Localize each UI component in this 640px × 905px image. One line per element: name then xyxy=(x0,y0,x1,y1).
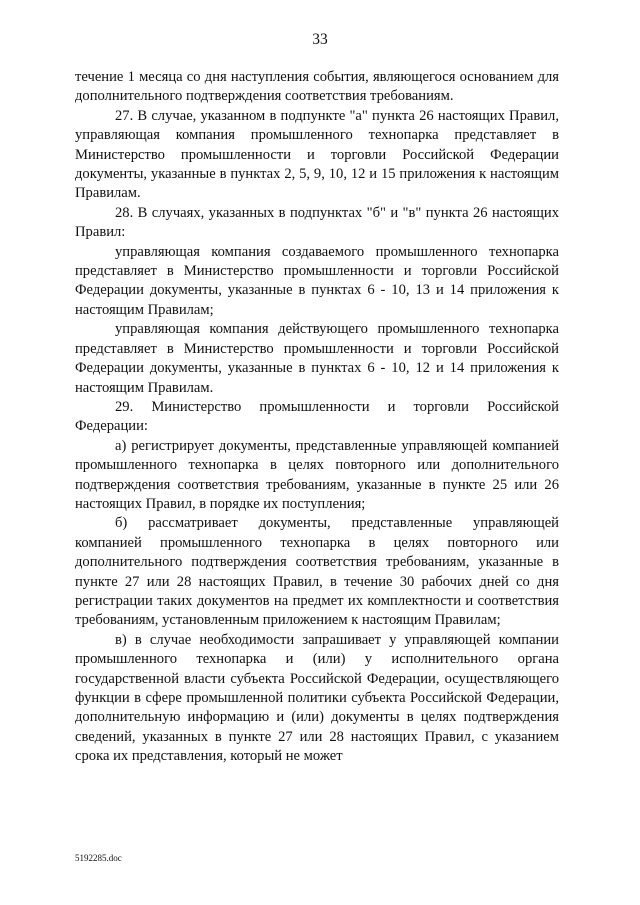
paragraph-continuation: течение 1 месяца со дня наступления события, являющегося основанием для дополнительного подтверждения соответствия требованиям. xyxy=(75,69,559,105)
paragraph-clause-29-b: б) рассматривает документы, представленные управляющей компанией промышленного технопарка в целях повторного или дополнительного подтверждения соответствия требованиям, указанные в пункте 27 или 28 настоящих Правил, в течение 30 рабочих дней со дня регистрации таких документов на предмет их комплектности и соответствия требованиям, установленным приложением к настоящим Правилам; xyxy=(75,515,559,629)
paragraph-clause-29-a: а) регистрирует документы, представленные управляющей компанией промышленного технопарка в целях повторного или дополнительного подтверждения соответствия требованиям, указанные в пункте 25 или 26 настоящих Правил, в порядке их поступления; xyxy=(75,437,559,512)
paragraph-clause-29: 29. Министерство промышленности и торговли Российской Федерации: xyxy=(75,398,559,435)
paragraph-clause-28-item-2: управляющая компания действующего промышленного технопарка представляет в Министерство промышленности и торговли Российской Федерации документы, указанные в пунктах 6 - 10, 12 и 14 приложения к настоящим Правилам. xyxy=(75,321,559,396)
page-number: 33 xyxy=(312,31,328,48)
footer-file-code: 5192285.doc xyxy=(75,853,122,863)
paragraph-clause-28: 28. В случаях, указанных в подпунктах "б" и "в" пункта 26 настоящих Правил: xyxy=(75,204,559,241)
document-body xyxy=(75,68,559,767)
paragraph-clause-28-item-1: управляющая компания создаваемого промышленного технопарка представляет в Министерство промышленности и торговли Российской Федерации документы, указанные в пунктах 6 - 10, 13 и 14 приложения к настоящим Правилам; xyxy=(75,243,559,318)
paragraph-clause-27: 27. В случае, указанном в подпункте "а" пункта 26 настоящих Правил, управляющая компания промышленного технопарка представляет в Министерство промышленности и торговли Российской Федерации документы, указанные в пунктах 2, 5, 9, 10, 12 и 15 приложения к настоящим Правилам. xyxy=(75,107,559,202)
paragraph-clause-29-v: в) в случае необходимости запрашивает у управляющей компании промышленного технопарка и (или) у исполнительного органа государственной власти субъекта Российской Федерации, осуществляющего функции в сфере промышленной политики субъекта Российской Федерации, дополнительную информацию и (или) документы в целях подтверждения сведений, указанных в пункте 27 или 28 настоящих Правил, с указанием срока их представления, который не может xyxy=(75,631,559,765)
